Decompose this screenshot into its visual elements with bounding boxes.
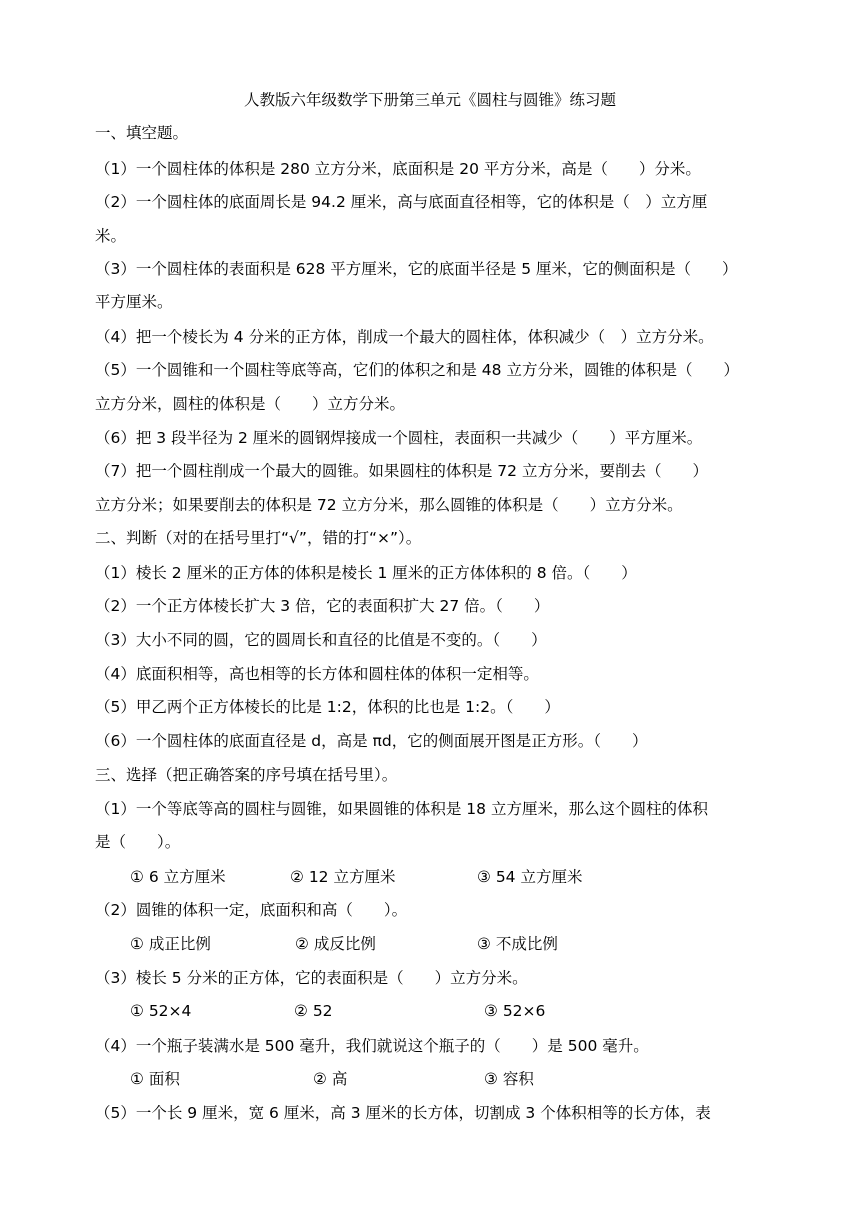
- section1-heading: 一、填空题。: [95, 124, 189, 142]
- question-text: （2）圆锥的体积一定，底面积和高（ ）。: [95, 901, 408, 919]
- question-text: 平方厘米。: [95, 293, 173, 311]
- question-text: （1）棱长 2 厘米的正方体的体积是棱长 1 厘米的正方体体积的 8 倍。（ ）: [95, 564, 637, 582]
- choice-option: ③ 容积: [484, 1070, 534, 1088]
- question-text: （6）把 3 段半径为 2 厘米的圆钢焊接成一个圆柱，表面积一共减少（ ）平方厘米。: [95, 429, 703, 447]
- choice-option: ② 成反比例: [295, 935, 376, 953]
- question-text: （5）甲乙两个正方体棱长的比是 1:2，体积的比也是 1:2。（ ）: [95, 698, 560, 716]
- choice-option: ② 12 立方厘米: [290, 868, 396, 886]
- question-text: （4）底面积相等，高也相等的长方体和圆柱体的体积一定相等。: [95, 665, 539, 683]
- question-text: （3）大小不同的圆，它的圆周长和直径的比值是不变的。（ ）: [95, 631, 547, 649]
- question-text: （1）一个圆柱体的体积是 280 立方分米，底面积是 20 平方分米，高是（ ）分米。: [95, 160, 701, 178]
- question-text: 立方分米；如果要削去的体积是 72 立方分米，那么圆锥的体积是（ ）立方分米。: [95, 496, 683, 514]
- choice-option: ③ 不成比例: [477, 935, 558, 953]
- choice-option: ① 6 立方厘米: [130, 868, 226, 886]
- section3-heading: 三、选择（把正确答案的序号填在括号里）。: [95, 766, 398, 784]
- question-text: 米。: [95, 227, 127, 245]
- question-text: （4）把一个棱长为 4 分米的正方体，削成一个最大的圆柱体，体积减少（ ）立方分米。: [95, 328, 714, 346]
- question-text: （1）一个等底等高的圆柱与圆锥，如果圆锥的体积是 18 立方厘米，那么这个圆柱的体积: [95, 800, 708, 818]
- question-text: （4）一个瓶子装满水是 500 毫升，我们就说这个瓶子的（ ）是 500 毫升。: [95, 1037, 649, 1055]
- page-title: 人教版六年级数学下册第三单元《圆柱与圆锥》练习题: [243, 91, 616, 109]
- section2-heading: 二、判断（对的在括号里打“√”，错的打“×”）。: [95, 529, 422, 547]
- choice-option: ② 52: [294, 1002, 333, 1020]
- choice-option: ① 52×4: [130, 1002, 192, 1020]
- choice-option: ② 高: [313, 1070, 348, 1088]
- question-text: （2）一个圆柱体的底面周长是 94.2 厘米，高与底面直径相等，它的体积是（ ）立方厘: [95, 193, 708, 211]
- choice-option: ③ 54 立方厘米: [477, 868, 583, 886]
- choice-option: ③ 52×6: [484, 1002, 546, 1020]
- question-text: （3）棱长 5 分米的正方体，它的表面积是（ ）立方分米。: [95, 969, 528, 987]
- question-text: 立方分米，圆柱的体积是（ ）立方分米。: [95, 395, 406, 413]
- question-text: （5）一个长 9 厘米，宽 6 厘米，高 3 厘米的长方体，切割成 3 个体积相等的长方体，表: [95, 1104, 711, 1122]
- question-text: （6）一个圆柱体的底面直径是 d，高是 πd，它的侧面展开图是正方形。（ ）: [95, 732, 648, 750]
- question-text: （5）一个圆锥和一个圆柱等底等高，它们的体积之和是 48 立方分米，圆锥的体积是（ ）: [95, 361, 739, 379]
- question-text: （7）把一个圆柱削成一个最大的圆锥。如果圆柱的体积是 72 立方分米，要削去（ ）: [95, 462, 708, 480]
- choice-option: ① 成正比例: [130, 935, 211, 953]
- question-text: 是（ ）。: [95, 833, 181, 851]
- question-text: （3）一个圆柱体的表面积是 628 平方厘米，它的底面半径是 5 厘米，它的侧面积是（ ）: [95, 260, 738, 278]
- question-text: （2）一个正方体棱长扩大 3 倍，它的表面积扩大 27 倍。（ ）: [95, 597, 550, 615]
- choice-option: ① 面积: [130, 1070, 180, 1088]
